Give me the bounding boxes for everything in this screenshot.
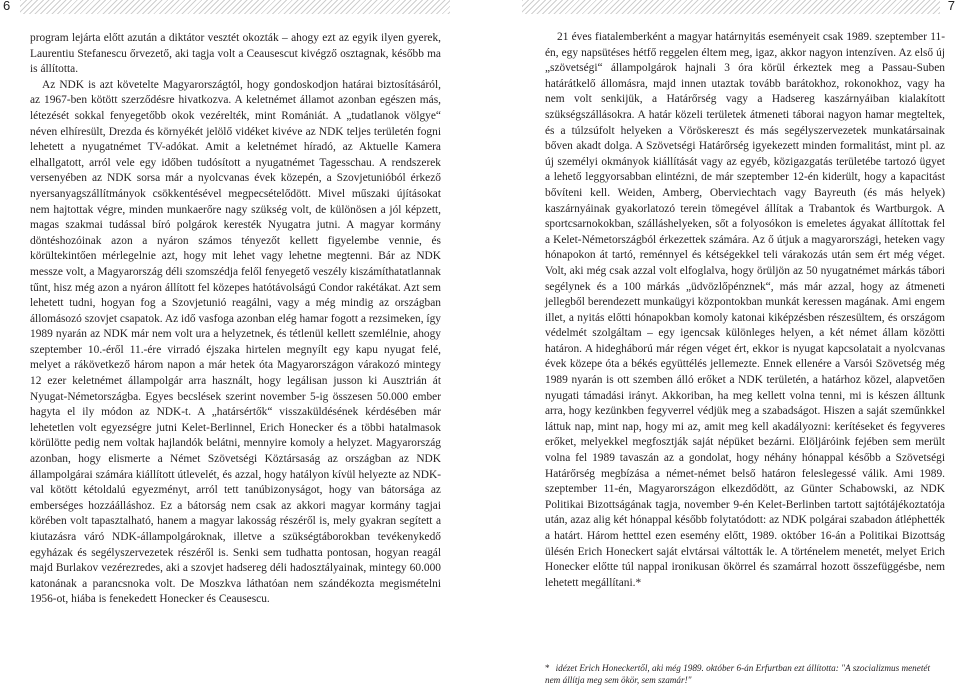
footnote	[545, 662, 945, 686]
left-text-column	[30, 31, 441, 608]
left-page-number: 6	[3, 0, 11, 13]
left-paragraph-1: program lejárta előtt azután a diktátor vesztét okozták – ahogy ezt az egyik ilyen gyerek, Laurentiu Stefanescu őrvezető, aki tagja volt a Ceausescut kivégző osztagnak, később ma is állította.	[30, 32, 441, 76]
right-page-number: 7	[947, 0, 955, 13]
left-header-pattern	[20, 0, 450, 14]
footnote-text: idézet Erich Honeckertől, aki még 1989. október 6-án Erfurtban ezt állította: "A szocializmus menetét nem állítja meg sem ökör, sem szamár!"	[545, 663, 931, 685]
left-paragraph-2: Az NDK is azt követelte Magyarországtól, hogy gondoskodjon határai biztosításáról, az 1967-ben kötött szerződésre hivatkozva. A keletnémet államot azonban egészen más, létezését sokkal fenyegetőbb okok vezérelték, mint Romániát. A „tudatlanok völgye“ néven elhíresült, Drezda és környékét jelölő vidéket kivéve az NDK teljes területén fogni lehetett a nyugatnémet TV-adókat. Amit a keletnémet híradó, az Aktuelle Kamera elhallgatott, arról vele egy időben tudósított a nyugatnémet Tagesschau. A rendszerek versenyében az NDK sorsa már a nyolcvanas évek közepén, a Szovjetunióból érkező nyersanyagszállítmányok csökkentésével megpecsételődött. Mivel műszaki újításokat nem hajtottak végre, minden munkaerőre nagy szükség volt, de különösen a jól képzett, magas szakmai tudással bíró polgárok keresték Nyugatra jutni. A magyar kormány döntéshozóinak azon a nyáron számos tényezőt kellett figyelembe vennie, és körültekintően mérlegelnie azt, hogy mit lehet vagy lehetne megtenni. Bár az NDK messze volt, a Magyarország déli szomszédja felől fenyegető veszély kiszámíthatatlannak tűnt, hisz még azon a nyáron állított fel közepes hatótávolságú Condor rakétákat. Azt sem lehetett tudni, hogyan fog a Szovjetunió reagálni, vagy a még mindig az országban állomásozó szovjet csapatok. Az idő vasfoga azonban elég hamar fogott a rezsimeken, így 1989 nyarán az NDK már nem volt ura a helyzetnek, és tétlenül kellett szemlélnie, ahogy szeptember 10.-éről 11.-ére virradó éjszaka hirtelen megnyílt egy kapu nyugat felé, melyet a rákövetkező három napon a már hetek óta Magyarországon várakozó mintegy 12 ezer keletnémet állampolgár arra használt, hogy legálisan jusson ki Ausztrián át Nyugat-Németországba. Egyes becslések szerint november 5-ig összesen 50.000 ember hagyta el ily módon az NDK-t. A „határsértők“ visszaküldésének kérdésében már lehetetlen volt egyezségre jutni Kelet-Berlinnel, Erich Honecker és a többi hatalmasok körülötte pedig nem voltak hajlandók belátni, mennyire komoly a helyzet. Magyarország azonban, hogy elismerte a Német Szövetségi Köztársaság az országban az NDK állampolgárai számára kiállított útlevelét, és azzal, hogy hatályon kívül helyezte az NDK-val kötött kétoldalú egyezményt, arról tett tanúbizonyságot, hogy van bátorsága az emberséges hozzáálláshoz. Ez a bátorság nem csak az akkori magyar kormány tagjai körében volt tapasztalható, hanem a magyar lakosság részéről is, mely gyakran segített a kiutazásra váró NDK-állampolgároknak, illetve a szükségtáborokban tevékenykedő egyházak és segélyszervezetek részéről is. Senki sem tudhatta pontosan, hogyan reagál majd Burlakov vezérezredes, aki a szovjet hadsereg déli hadosztályainak, mintegy 60.000 katonának a parancsnoka volt. De Moszkva láthatóan nem szándékozta megismételni 1956-ot, hiába is fenekedett Honecker és Ceausescu.	[30, 78, 441, 606]
right-paragraph-1: 21 éves fiatalemberként a magyar határnyitás eseményeit csak 1989. szeptember 11-én, egy napsütéses hétfő reggelen éltem meg, igaz, akkor nagyon intenzíven. Az első új „szövetségi“ állampolgárok hajnali 3 óra körül érkeztek meg a Passau-Suben határátkelő állomásra, majd innen utaztak tovább barátokhoz, rokonokhoz, vagy ha nem volt senkijük, a Határőrség vagy a Hadsereg kaszárnyáiban kialakított szükségszállásokra. A határ közeli területek átmeneti táborai nagyon hamar megteltek, és a túlzsúfolt helyeken a Vöröskereszt és más segélyszervezetek munkatársainak bőven akadt dolga. A Szövetségi Határőrség igyekezett minden formalitást, mint pl. az új személyi okmányok kiállítását vagy az egyéb, közigazgatás területébe tartozó ügyet a lehető leggyorsabban elintézni, de már szeptember 12-én kiderült, hogy a kapacitást bővíteni kell. Weiden, Amberg, Oberviechtach vagy Bayreuth (és más helyek) kaszárnyáinak gyakorlatozó terein tömegével állítak a Trabantok és Wartburgok. A sportcsarnokokban, szálláshelyeken, sőt a folyosókon is emeletes ágyakat állítottak fel a Kelet-Németországból érkezettek számára. Az ő útjuk a magyarországi, heteken vagy hónapokon át tartó, reménnyel és kétségekkel teli várakozás után sem ért még véget. Volt, aki még csak azzal volt elfoglalva, hogy örüljön az 50 nyugatnémet márkás tábori segélynek és a 100 márkás „üdvözlőpénznek“, más már azzal, hogy az átmeneti jellegből berendezett munkaügyi központokban munkát keressen magának. Ami engem illet, a nyitás előtti hónapokban komoly katonai kiképzésben részesültem, és országom védelmét szolgáltam – egy igencsak különleges helyen, a két német állam közötti határon. A hidegháború már régen véget ért, ekkor is nyugat kapcsolatait a nyolcvanas évek közepe óta a békés együttélés jellemezte. Ennek ellenére a Varsói Szövetség még 1989 nyarán is ott szemben álló erőket a NDK területén, a határhoz közel, alapvetően nyugati támadási irányt. Akkoriban, ha meg kellett volna tenni, mi is készen álltunk arra, hogy kezünkben fegyverrel védjük meg a szabadságot. Hiszen a saját szeműnkkel láttuk nap, mint nap, hogy mi az, amit meg kell akadályozni: kerítéseket és fegyveres erőket, melyekkel megfosztják saját népüket bezárni. Elöljáróink fejében sem merült volna fel 1989 tavaszán az a gondolat, hogy néhány hónappal később a Szövetségi Határőrség megbízása a német-német belső határon feleslegessé válik. Ami 1989. szeptember 11-én, Magyarországon elkezdődött, az Günter Schabowski, az NDK Politikai Bizottságának tagja, november 9-én Kelet-Berlinben tartott sajtótájékoztatója után, azaz alig két hónappal később folytatódott: az NDK polgárai szabadon átléphették a határt. Három hetttel ezen esemény előtt, 1989. október 16-án a Politikai Bizottság ülésén Erich Honeckert saját elvtársai váltották le. A történelem menetét, melyet Erich Honecker előtte túl nappal ironikusan ökörrel és szamárral hozott összefüggésbe, nem lehetett megállítani.*	[545, 31, 945, 589]
footnote-mark: *	[545, 663, 550, 673]
right-header-pattern	[522, 0, 940, 14]
right-text-column	[545, 30, 945, 591]
